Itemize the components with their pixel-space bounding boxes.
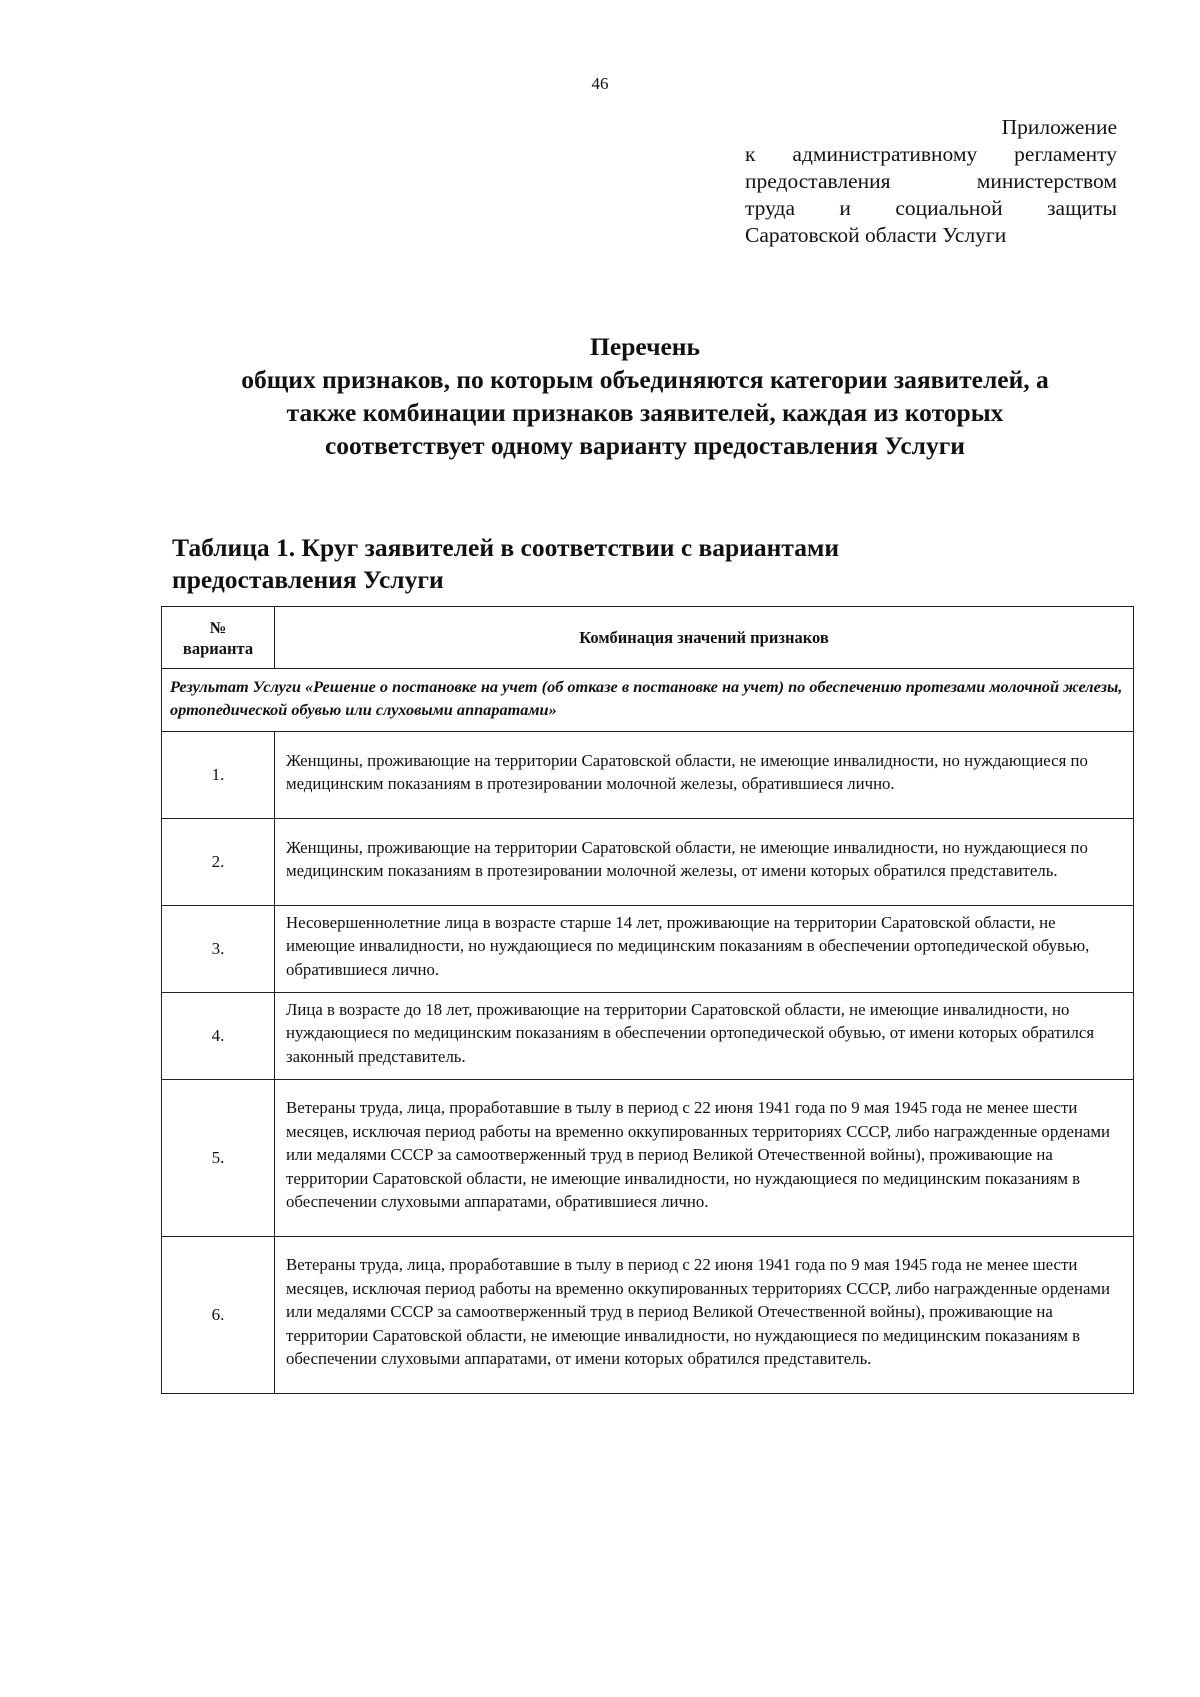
appendix-line-2: к административному регламенту xyxy=(745,142,1117,166)
variant-description: Лица в возрасте до 18 лет, проживающие на территории Саратовской области, не имеющие инвалидности, но нуждающиеся по медицинским показаниям в обеспечении ортопедической обувью, от имени которых обратился законный представитель. xyxy=(275,993,1134,1080)
header-num-sign: № xyxy=(209,617,227,637)
table-row xyxy=(162,1080,1134,1237)
title-line-1: Перечень xyxy=(590,332,700,361)
variant-number: 1. xyxy=(162,732,275,819)
table-caption xyxy=(172,532,1072,596)
table-row xyxy=(162,993,1134,1080)
variant-number: 6. xyxy=(162,1237,275,1394)
table-row xyxy=(162,906,1134,993)
variant-description: Ветераны труда, лица, проработавшие в тылу в период с 22 июня 1941 года по 9 мая 1945 года не менее шести месяцев, исключая период работы на временно оккупированных территориях СССР, либо награжденные орденами или медалями СССР за самоотверженный труд в период Великой Отечественной войны), проживающие на территории Саратовской области, не имеющие инвалидности, но нуждающиеся по медицинским показаниям в обеспечении слуховыми аппаратами, обратившиеся лично. xyxy=(275,1080,1134,1237)
page-number: 46 xyxy=(591,74,609,93)
title-line-4: соответствует одному варианту предоставления Услуги xyxy=(324,431,965,460)
variants-table xyxy=(161,606,1134,1394)
table-row xyxy=(162,732,1134,819)
table-row xyxy=(162,819,1134,906)
variant-number: 2. xyxy=(162,819,275,906)
result-description: Результат Услуги «Решение о постановке на учет (об отказе в постановке на учет) по обеспечению протезами молочной железы, ортопедической обувью или слуховыми аппаратами» xyxy=(162,669,1134,732)
table-row xyxy=(162,1237,1134,1394)
appendix-line-5: Саратовской области Услуги xyxy=(745,223,1007,247)
variant-number: 4. xyxy=(162,993,275,1080)
variant-number: 3. xyxy=(162,906,275,993)
variant-description: Ветераны труда, лица, проработавшие в тылу в период с 22 июня 1941 года по 9 мая 1945 года не менее шести месяцев, исключая период работы на временно оккупированных территориях СССР, либо награжденные орденами или медалями СССР за самоотверженный труд в период Великой Отечественной войны), проживающие на территории Саратовской области, не имеющие инвалидности, но нуждающиеся по медицинским показаниям в обеспечении слуховыми аппаратами, от имени которых обратился представитель. xyxy=(275,1237,1134,1394)
variant-description: Несовершеннолетние лица в возрасте старше 14 лет, проживающие на территории Саратовской области, не имеющие инвалидности, но нуждающиеся по медицинским показаниям в обеспечении ортопедической обувью, обратившиеся лично. xyxy=(275,906,1134,993)
header-num-word: варианта xyxy=(182,638,254,658)
variant-description: Женщины, проживающие на территории Саратовской области, не имеющие инвалидности, но нуждающиеся по медицинским показаниям в протезировании молочной железы, от имени которых обратился представитель. xyxy=(275,819,1134,906)
variant-number: 5. xyxy=(162,1080,275,1237)
table-caption-line-2: предоставления Услуги xyxy=(172,565,444,594)
variant-description: Женщины, проживающие на территории Саратовской области, не имеющие инвалидности, но нуждающиеся по медицинским показаниям в протезировании молочной железы, обратившиеся лично. xyxy=(275,732,1134,819)
document-title xyxy=(100,330,1190,462)
result-row xyxy=(162,669,1134,732)
table-caption-line-1: Таблица 1. Круг заявителей в соответствии с вариантами xyxy=(172,533,840,562)
appendix-line-4: труда и социальной защиты xyxy=(745,196,1117,220)
appendix-line-3: предоставления министерством xyxy=(745,169,1117,193)
header-variant-number xyxy=(162,607,275,669)
appendix-line-1: Приложение xyxy=(1001,115,1117,139)
title-line-2: общих признаков, по которым объединяются категории заявителей, а xyxy=(241,365,1049,394)
table-header-row xyxy=(162,607,1134,669)
header-combination: Комбинация значений признаков xyxy=(275,607,1134,669)
appendix-block xyxy=(745,114,1117,249)
title-line-3: также комбинации признаков заявителей, каждая из которых xyxy=(286,398,1004,427)
